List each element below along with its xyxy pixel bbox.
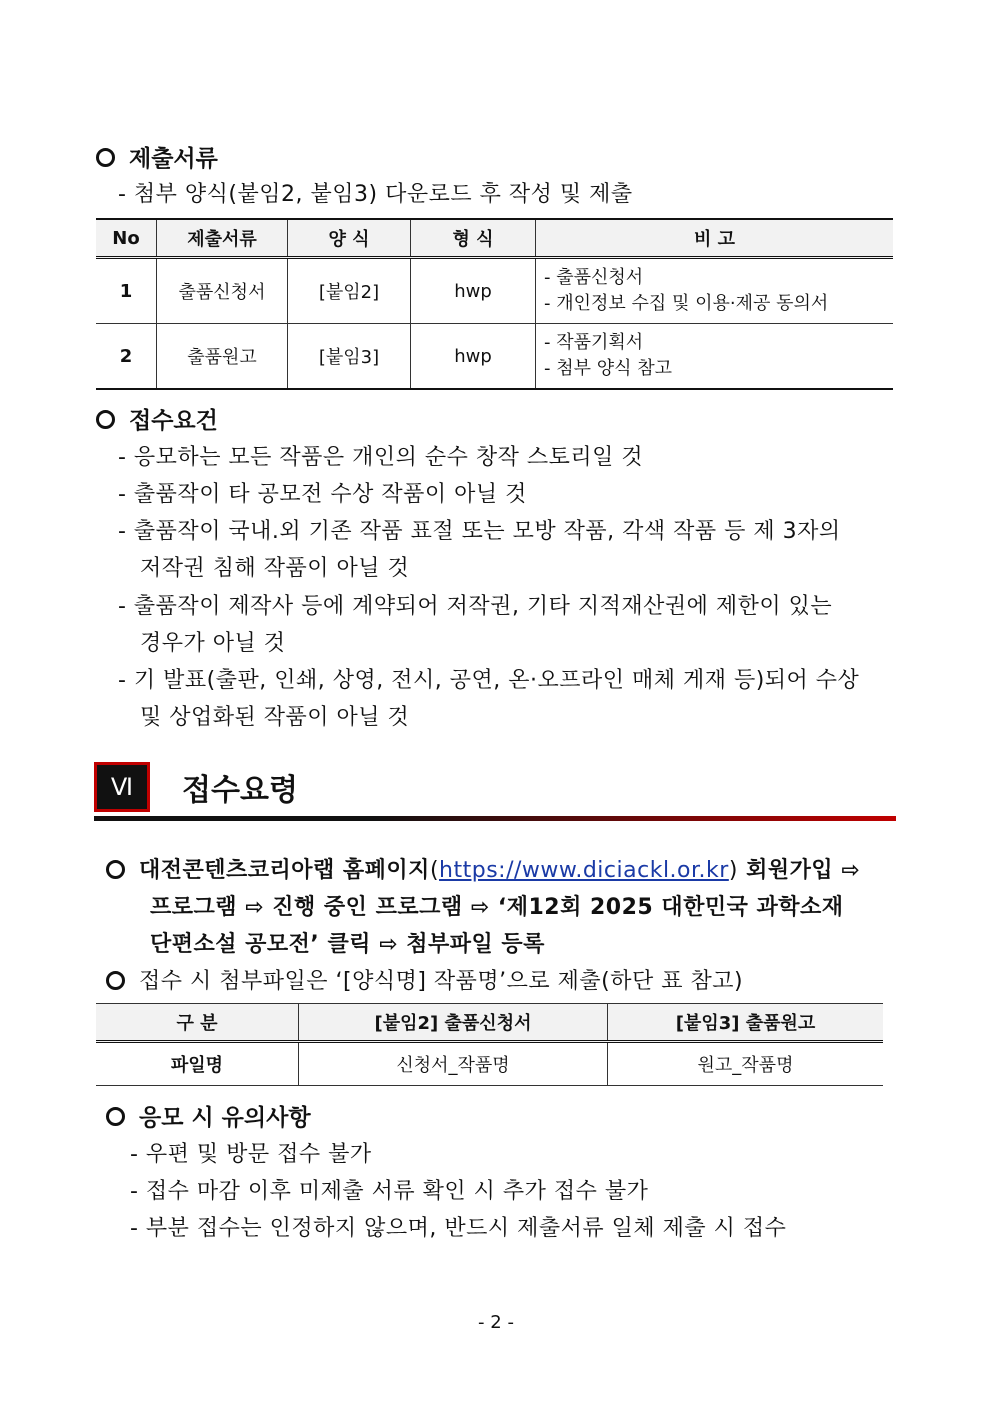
circle-bullet-icon (96, 148, 115, 167)
header-format: 형 식 (411, 219, 536, 258)
header-no: No (96, 219, 157, 258)
notice-line: - 접수 마감 이후 미제출 서류 확인 시 추가 접수 불가 (130, 1179, 649, 1204)
circle-bullet-icon (96, 410, 115, 429)
apply-paragraph-line1: 대전콘텐츠코리아랩 홈페이지(https://www.diciackl.or.kr) 회원가입 ⇨ (106, 853, 860, 884)
homepage-link[interactable]: https://www.diciackl.or.kr (439, 858, 729, 883)
requirement-line: - 출품작이 제작사 등에 계약되어 저작권, 기타 지적재산권에 제한이 있는 (118, 594, 833, 619)
header-category: 구 분 (96, 1004, 299, 1042)
cell-form: [붙임2] (288, 258, 411, 324)
table-row (96, 258, 893, 324)
chapter-underline (94, 816, 896, 821)
circle-bullet-icon (106, 860, 125, 879)
apply-paragraph-line2: 프로그램 ⇨ 진행 중인 프로그램 ⇨ ‘제12회 2025 대한민국 과학소재 (150, 895, 844, 920)
cell-doc: 출품원고 (157, 324, 288, 390)
header-application: [붙임2] 출품신청서 (299, 1004, 608, 1042)
cell-no: 2 (96, 324, 157, 390)
section-heading-documents: 제출서류 (96, 140, 218, 173)
header-manuscript: [붙임3] 출품원고 (608, 1004, 884, 1042)
table-row (96, 1042, 883, 1086)
chapter-number-box: Ⅵ (94, 762, 150, 812)
requirement-line: - 출품작이 타 공모전 수상 작품이 아닐 것 (118, 482, 527, 507)
section-heading-requirements: 접수요건 (96, 402, 218, 435)
cell-notes: - 출품신청서 - 개인정보 수집 및 이용·제공 동의서 (536, 258, 894, 324)
cell-no: 1 (96, 258, 157, 324)
cell-doc: 출품신청서 (157, 258, 288, 324)
circle-bullet-icon (106, 1107, 125, 1126)
apply-paragraph-line3: 단편소설 공모전’ 클릭 ⇨ 첨부파일 등록 (150, 932, 545, 957)
section-heading-notice: 응모 시 유의사항 (106, 1099, 311, 1132)
requirement-line-cont: 저작권 침해 작품이 아닐 것 (140, 556, 410, 581)
requirement-line: - 기 발표(출판, 인쇄, 상영, 전시, 공연, 온·오프라인 매체 게재 등)되어 수상 (118, 668, 860, 693)
chapter-title: 접수요령 (182, 773, 298, 808)
circle-bullet-icon (106, 971, 125, 990)
requirement-line: - 출품작이 국내.외 기존 작품 표절 또는 모방 작품, 각색 작품 등 제 3자의 (118, 519, 841, 544)
notice-line: - 우편 및 방문 접수 불가 (130, 1142, 372, 1167)
page-number: - 2 - (478, 1312, 514, 1333)
header-notes: 비 고 (536, 219, 894, 258)
notice-line: - 부분 접수는 인정하지 않으며, 반드시 제출서류 일체 제출 시 접수 (130, 1216, 787, 1241)
attachment-naming-note: 접수 시 첨부파일은 ‘[양식명] 작품명’으로 제출(하단 표 참고) (106, 964, 743, 995)
table-header-row (96, 219, 893, 258)
documents-table (96, 218, 893, 390)
cell-format: hwp (411, 258, 536, 324)
table-row (96, 324, 893, 390)
cell-format: hwp (411, 324, 536, 390)
header-form: 양 식 (288, 219, 411, 258)
cell-notes: - 작품기획서 - 첨부 양식 참고 (536, 324, 894, 390)
cell-form: [붙임3] (288, 324, 411, 390)
header-doc: 제출서류 (157, 219, 288, 258)
cell-manuscript-filename: 원고_작품명 (608, 1042, 884, 1086)
cell-application-filename: 신청서_작품명 (299, 1042, 608, 1086)
table-header-row (96, 1004, 883, 1042)
requirement-line: - 응모하는 모든 작품은 개인의 순수 창작 스토리일 것 (118, 445, 644, 470)
requirement-line-cont: 경우가 아닐 것 (140, 631, 286, 656)
filename-table (96, 1003, 883, 1086)
requirement-line-cont: 및 상업화된 작품이 아닐 것 (140, 705, 410, 730)
cell-label: 파일명 (96, 1042, 299, 1086)
documents-instruction: - 첨부 양식(붙임2, 붙임3) 다운로드 후 작성 및 제출 (118, 182, 633, 207)
